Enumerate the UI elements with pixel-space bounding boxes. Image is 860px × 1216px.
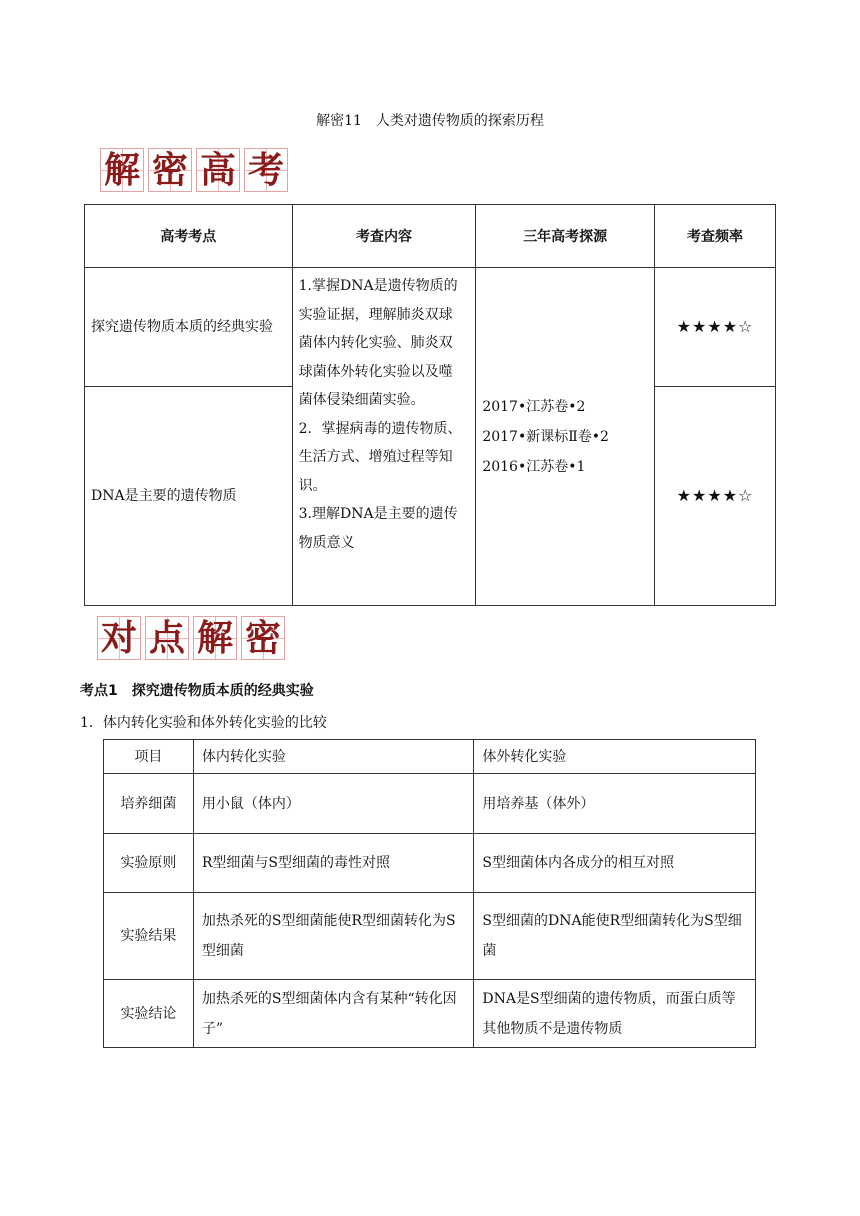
- duidian-jiemi-stamp: [97, 616, 285, 660]
- table-row: [104, 834, 756, 893]
- section-subheading: 1．体内转化实验和体外转化实验的比较: [80, 715, 327, 731]
- header-cell: 高考考点: [85, 205, 293, 268]
- table-cell: 加热杀死的S型细菌能使R型细菌转化为S型细菌: [193, 893, 474, 980]
- table-row: [104, 893, 756, 980]
- table-cell: 项目: [104, 740, 194, 774]
- stamp-char: 解: [193, 616, 237, 660]
- table-cell: 体内转化实验: [193, 740, 474, 774]
- frequency-stars: ★★★★☆: [655, 268, 776, 387]
- stamp-char: 高: [196, 148, 240, 192]
- table-cell: 实验结论: [104, 980, 194, 1048]
- stamp-char: 解: [100, 148, 144, 192]
- stamp-char: 对: [97, 616, 141, 660]
- table-row: [104, 980, 756, 1048]
- table-header-row: [85, 205, 776, 268]
- table-cell: 实验原则: [104, 834, 194, 893]
- table-row: [85, 268, 776, 387]
- stamp-char: 密: [241, 616, 285, 660]
- frequency-stars: ★★★★☆: [655, 387, 776, 606]
- table-cell: S型细菌的DNA能使R型细菌转化为S型细菌: [474, 893, 756, 980]
- table-cell: 用小鼠（体内）: [193, 774, 474, 834]
- exam-overview-table: [84, 204, 776, 606]
- comparison-table: [103, 739, 756, 1048]
- exam-point-cell: 探究遗传物质本质的经典实验: [85, 268, 293, 387]
- table-cell: 体外转化实验: [474, 740, 756, 774]
- table-cell: DNA是S型细菌的遗传物质，而蛋白质等其他物质不是遗传物质: [474, 980, 756, 1048]
- stamp-char: 考: [244, 148, 288, 192]
- stamp-char: 点: [145, 616, 189, 660]
- stamp-char: 密: [148, 148, 192, 192]
- table-row: [104, 774, 756, 834]
- exam-point-cell: DNA是主要的遗传物质: [85, 387, 293, 606]
- header-cell: 考查内容: [292, 205, 476, 268]
- table-cell: 用培养基（体外）: [474, 774, 756, 834]
- table-header-row: [104, 740, 756, 774]
- table-cell: 培养细菌: [104, 774, 194, 834]
- table-cell: 实验结果: [104, 893, 194, 980]
- exam-content-cell: 1.掌握DNA是遗传物质的 实验证据，理解肺炎双球 菌体内转化实验、肺炎双 球菌体外转化实验以及噬 菌体侵染细菌实验。 2．掌握病毒的遗传物质、 生活方式、增殖过程等知 识。 3.理解DNA是主要的遗传 物质意义: [292, 268, 476, 606]
- exam-source-cell: 2017•江苏卷•2 2017•新课标Ⅱ卷•2 2016•江苏卷•1: [476, 268, 655, 606]
- table-cell: 加热杀死的S型细菌体内含有某种“转化因子”: [193, 980, 474, 1048]
- page-title: 解密11 人类对遗传物质的探索历程: [316, 113, 544, 129]
- table-cell: S型细菌体内各成分的相互对照: [474, 834, 756, 893]
- table-cell: R型细菌与S型细菌的毒性对照: [193, 834, 474, 893]
- jiemi-gaokao-stamp: [100, 148, 288, 192]
- section-heading: 考点1 探究遗传物质本质的经典实验: [80, 683, 314, 699]
- header-cell: 考查频率: [655, 205, 776, 268]
- header-cell: 三年高考探源: [476, 205, 655, 268]
